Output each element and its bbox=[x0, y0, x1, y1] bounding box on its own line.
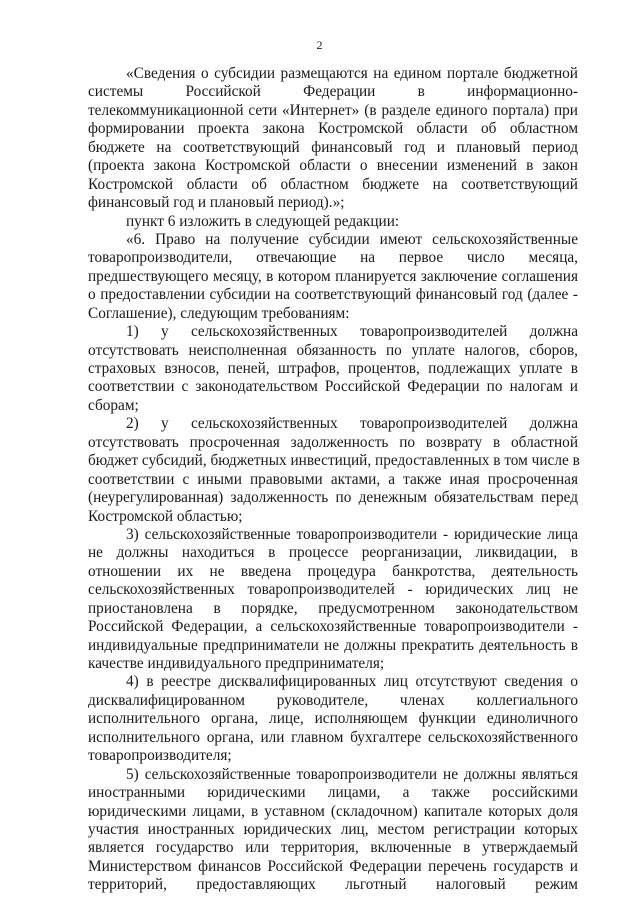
text-line: не должны находиться в процессе реорганизации, ликвидации, в bbox=[88, 544, 578, 562]
text-line: Министерством финансов Российской Федерации перечень государств и bbox=[88, 857, 578, 875]
text-line: (проекта закона Костромской области о внесении изменений в закон bbox=[88, 157, 578, 175]
text-line: 1) у сельскохозяйственных товаропроизводителей должна bbox=[126, 323, 578, 341]
text-line: отношении их не введена процедура банкротства, деятельность bbox=[88, 562, 578, 580]
text-line: соответствии с иными правовыми актами, а также иная просроченная bbox=[88, 470, 578, 488]
text-line: дисквалифицированном руководителе, членах коллегиального bbox=[88, 691, 578, 709]
text-line: приостановлена в порядке, предусмотренном законодательством bbox=[88, 599, 578, 617]
text-line: соответствии с законодательством Российской Федерации по налогам и bbox=[88, 378, 578, 396]
text-line: Костромской области об областном бюджете на соответствующий bbox=[88, 175, 578, 193]
text-line: иностранными юридическими лицами, а также российскими bbox=[88, 784, 578, 802]
text-line: 4) в реестре дисквалифицированных лиц отсутствуют сведения о bbox=[126, 673, 578, 691]
text-line: системы Российской Федерации в информационно- bbox=[88, 83, 578, 101]
text-line: «6. Право на получение субсидии имеют сельскохозяйственные bbox=[126, 230, 578, 248]
text-line: является государство или территория, включенные в утверждаемый bbox=[88, 839, 578, 857]
text-line: 5) сельскохозяйственные товаропроизводители не должны являться bbox=[126, 765, 578, 783]
text-line: товаропроизводителя; bbox=[88, 747, 232, 765]
text-line: 2) у сельскохозяйственных товаропроизводителей должна bbox=[126, 415, 578, 433]
text-line: предшествующего месяцу, в котором планируется заключение соглашения bbox=[88, 267, 578, 285]
text-line: формировании проекта закона Костромской области об областном bbox=[88, 120, 578, 138]
text-line: Российской Федерации, а сельскохозяйственные товаропроизводители - bbox=[88, 618, 578, 636]
text-line: «Сведения о субсидии размещаются на едином портале бюджетной bbox=[126, 65, 578, 82]
text-line: юридическими лицами, в уставном (складочном) капитале которых доля bbox=[88, 802, 578, 820]
text-line: исполнительного органа, или главном бухгалтере сельскохозяйственного bbox=[88, 728, 578, 746]
text-line: телекоммуникационной сети «Интернет» (в разделе единого портала) при bbox=[88, 101, 578, 119]
text-line: индивидуальные предприниматели не должны прекратить деятельность в bbox=[88, 636, 578, 654]
text-line: исполнительного органа, лице, исполняющем функции единоличного bbox=[88, 710, 578, 728]
text-line: отсутствовать просроченная задолженность по возврату в областной bbox=[88, 433, 578, 451]
text-line: отсутствовать неисполненная обязанность по уплате налогов, сборов, bbox=[88, 341, 578, 359]
document-body bbox=[88, 65, 578, 895]
text-line: бюджет субсидий, бюджетных инвестиций, предоставленных в том числе в bbox=[88, 452, 580, 470]
text-line: качестве индивидуального предпринимателя; bbox=[88, 655, 385, 672]
text-line: территорий, предоставляющих льготный налоговый режим bbox=[88, 876, 578, 894]
text-line: страховых взносов, пеней, штрафов, процентов, подлежащих уплате в bbox=[88, 360, 578, 377]
text-line: 3) сельскохозяйственные товаропроизводители - юридические лица bbox=[126, 525, 578, 543]
text-line: товаропроизводители, отвечающие на первое число месяца, bbox=[88, 249, 578, 267]
text-line: бюджете на соответствующий финансовый год и плановый период bbox=[88, 138, 578, 156]
text-line: (неурегулированная) задолженность по денежным обязательствам перед bbox=[88, 489, 578, 507]
text-line: сельскохозяйственных товаропроизводителей - юридических лиц не bbox=[88, 581, 578, 599]
text-line: пункт 6 изложить в следующей редакции: bbox=[126, 212, 400, 230]
text-line: финансовый год и плановый период).»; bbox=[88, 194, 345, 212]
text-line: сборам; bbox=[88, 396, 139, 414]
text-line: участия иностранных юридических лиц, местом регистрации которых bbox=[88, 820, 578, 838]
text-line: о предоставлении субсидии на соответствующий финансовый год (далее - bbox=[88, 286, 578, 304]
text-line: Соглашение), следующим требованиям: bbox=[88, 304, 350, 322]
text-line: Костромской областью; bbox=[88, 507, 243, 525]
page-number: 2 bbox=[316, 38, 323, 52]
